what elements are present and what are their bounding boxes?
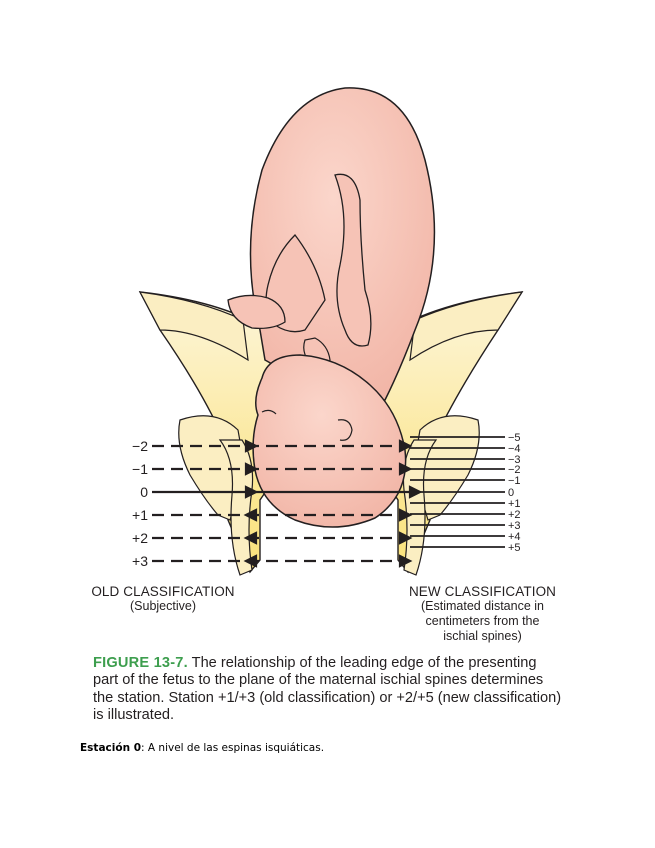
new-station-label: +4	[508, 531, 521, 543]
new-station-label: 0	[508, 487, 515, 499]
figure-label: FIGURE 13-7.	[93, 655, 188, 671]
new-station-label: −2	[508, 464, 521, 476]
station-note	[80, 742, 324, 754]
new-station-label: −4	[508, 443, 521, 455]
new-station-label: +2	[508, 509, 521, 521]
caption-text: The relationship of the leading edge of the presenting part of the fetus to the plane of the maternal ischial spines determines the station. Station +1/+3 (old classification) or +2/+5 (new classification) is illustrated.	[93, 655, 562, 724]
old-station-label: −2	[132, 438, 148, 454]
old-station-labels	[132, 438, 148, 569]
fetus	[228, 88, 434, 527]
new-station-label: −5	[508, 432, 521, 444]
new-station-label: +5	[508, 542, 521, 554]
new-station-label: −3	[508, 454, 521, 466]
old-station-label: +1	[132, 507, 148, 523]
new-station-label: −1	[508, 475, 521, 487]
new-classification-subtitle-line: centimeters from the	[425, 614, 540, 628]
old-classification-subtitle: (Subjective)	[130, 599, 196, 613]
old-station-label: −1	[132, 461, 148, 477]
old-classification-heading	[88, 584, 238, 614]
new-station-label: +3	[508, 520, 521, 532]
old-station-label: 0	[140, 484, 148, 500]
new-station-labels	[508, 432, 521, 554]
old-station-label: +2	[132, 530, 148, 546]
new-classification-title: NEW CLASSIFICATION	[408, 584, 557, 599]
note-term: Estación 0	[80, 742, 142, 754]
note-text: : A nivel de las espinas isquiáticas.	[141, 742, 325, 754]
old-classification-title: OLD CLASSIFICATION	[91, 584, 235, 599]
new-classification-heading	[405, 584, 560, 644]
old-station-label: +3	[132, 553, 148, 569]
new-classification-subtitle-line: ischial spines)	[443, 629, 522, 643]
new-classification-subtitle-line: (Estimated distance in	[421, 599, 544, 613]
figure-caption	[93, 655, 563, 725]
new-station-label: +1	[508, 498, 521, 510]
